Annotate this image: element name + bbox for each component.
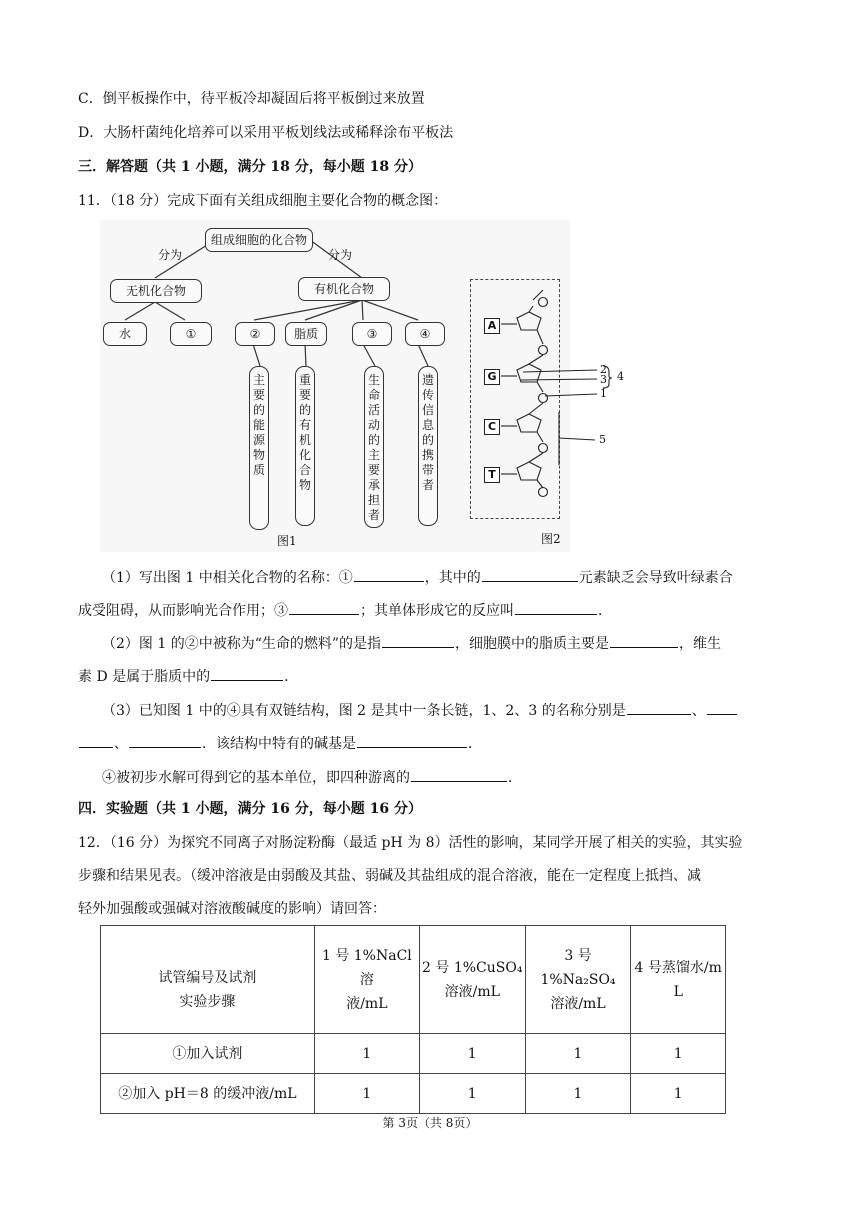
answer-blank[interactable]	[211, 664, 283, 681]
label-2: 2	[600, 363, 607, 376]
q12-stem-3: 轻外加强酸或强碱对溶液酸碱度的影响）请回答：	[78, 901, 386, 917]
figure-2-caption: 图2	[541, 532, 561, 546]
q11-p2-line2: 素 D 是属于脂质中的 ．	[78, 664, 780, 688]
node-f3: 生命活动的主要承担者	[364, 366, 384, 528]
answer-blank[interactable]	[515, 598, 597, 615]
q11-p3-line1: （3）已知图 1 中的④具有双链结构，图 2 是其中一条长链，1、2、3 的名称分别是 、	[102, 698, 780, 722]
answer-blank[interactable]	[357, 731, 467, 748]
base-t: T	[484, 467, 500, 483]
table-header-row	[101, 926, 726, 1034]
label-split-left: 分为	[158, 248, 183, 262]
label-4: 4	[617, 370, 624, 383]
node-inorganic: 无机化合物	[110, 279, 202, 303]
answer-blank[interactable]	[627, 698, 691, 715]
section3-heading: 三．解答题（共 1 小题，满分 18 分，每小题 18 分）	[78, 159, 422, 175]
option-d: D．大肠杆菌纯化培养可以采用平板划线法或稀释涂布平板法	[78, 125, 454, 141]
base-g: G	[484, 369, 500, 385]
answer-blank[interactable]	[129, 731, 201, 748]
q11-p4: ④被初步水解可得到它的基本单位，即四种游离的 ．	[102, 765, 780, 789]
node-c4: ④	[405, 322, 445, 346]
page-footer: 第 3页（共 8页）	[382, 1116, 478, 1130]
figure-2	[470, 279, 624, 519]
node-c2: ②	[235, 322, 275, 346]
answer-blank[interactable]	[354, 565, 424, 582]
table-row: ②加入 pH＝8 的缓冲液/mL 1 1 1 1	[101, 1074, 726, 1114]
node-water: 水	[103, 322, 147, 346]
q11-p3-line2: 、 ．该结构中特有的碱基是 ．	[78, 731, 780, 755]
answer-blank[interactable]	[610, 631, 678, 648]
label-1: 1	[600, 387, 607, 400]
node-flipid: 重要的有机化合物	[295, 366, 315, 526]
header-col-4: 4 号蒸馏水/m L	[631, 926, 726, 1034]
label-3: 3	[600, 373, 607, 386]
section4-heading: 四．实验题（共 1 小题，满分 16 分，每小题 16 分）	[78, 801, 422, 817]
table-row: ①加入试剂 1 1 1 1	[101, 1034, 726, 1074]
header-col-2: 2 号 1%CuSO₄ 溶液/mL	[419, 926, 525, 1034]
answer-blank[interactable]	[482, 565, 578, 582]
base-a: A	[484, 318, 500, 334]
q11-p1-line1: （1）写出图 1 中相关化合物的名称：① ，其中的 元素缺乏会导致叶绿素合	[102, 565, 780, 589]
node-f2: 主要的能源物质	[249, 366, 269, 530]
node-c1: ①	[170, 322, 212, 346]
node-root: 组成细胞的化合物	[205, 228, 313, 252]
table-corner-cell: 试管编号及试剂 实验步骤	[101, 926, 315, 1034]
header-col-3: 3 号 1%Na₂SO₄ 溶液/mL	[525, 926, 631, 1034]
experiment-table	[100, 925, 726, 1114]
answer-blank[interactable]	[289, 598, 359, 615]
header-col-1: 1 号 1%NaCl 溶 液/mL	[314, 926, 419, 1034]
base-c: C	[484, 419, 500, 435]
option-c: C．倒平板操作中，待平板冷却凝固后将平板倒过来放置	[78, 91, 425, 107]
answer-blank[interactable]	[411, 765, 507, 782]
label-5: 5	[599, 433, 606, 446]
q12-stem-2: 步骤和结果见表。（缓冲溶液是由弱酸及其盐、弱碱及其盐组成的混合溶液，能在一定程度上抵挡、减	[78, 868, 701, 884]
node-organic: 有机化合物	[298, 277, 390, 301]
q11-stem: 11．（18 分）完成下面有关组成细胞主要化合物的概念图：	[78, 193, 448, 209]
node-f4: 遗传信息的携带者	[418, 366, 438, 526]
answer-blank[interactable]	[707, 698, 737, 715]
answer-blank[interactable]	[79, 731, 113, 748]
figure-1-caption: 图1	[277, 534, 297, 548]
q11-p1-line2: 成受阻碍，从而影响光合作用；③ ；其单体形成它的反应叫 ．	[78, 598, 780, 622]
label-split-right: 分为	[328, 248, 353, 262]
node-lipid: 脂质	[285, 322, 327, 346]
q12-stem-1: 12．（16 分）为探究不同离子对肠淀粉酶（最适 pH 为 8）活性的影响，某同学开展了相关的实验，其实验	[78, 835, 743, 851]
q11-p2-line1: （2）图 1 的②中被称为“生命的燃料”的是指 ，细胞膜中的脂质主要是 ，维生	[102, 631, 780, 655]
node-c3: ③	[352, 322, 392, 346]
answer-blank[interactable]	[382, 631, 454, 648]
